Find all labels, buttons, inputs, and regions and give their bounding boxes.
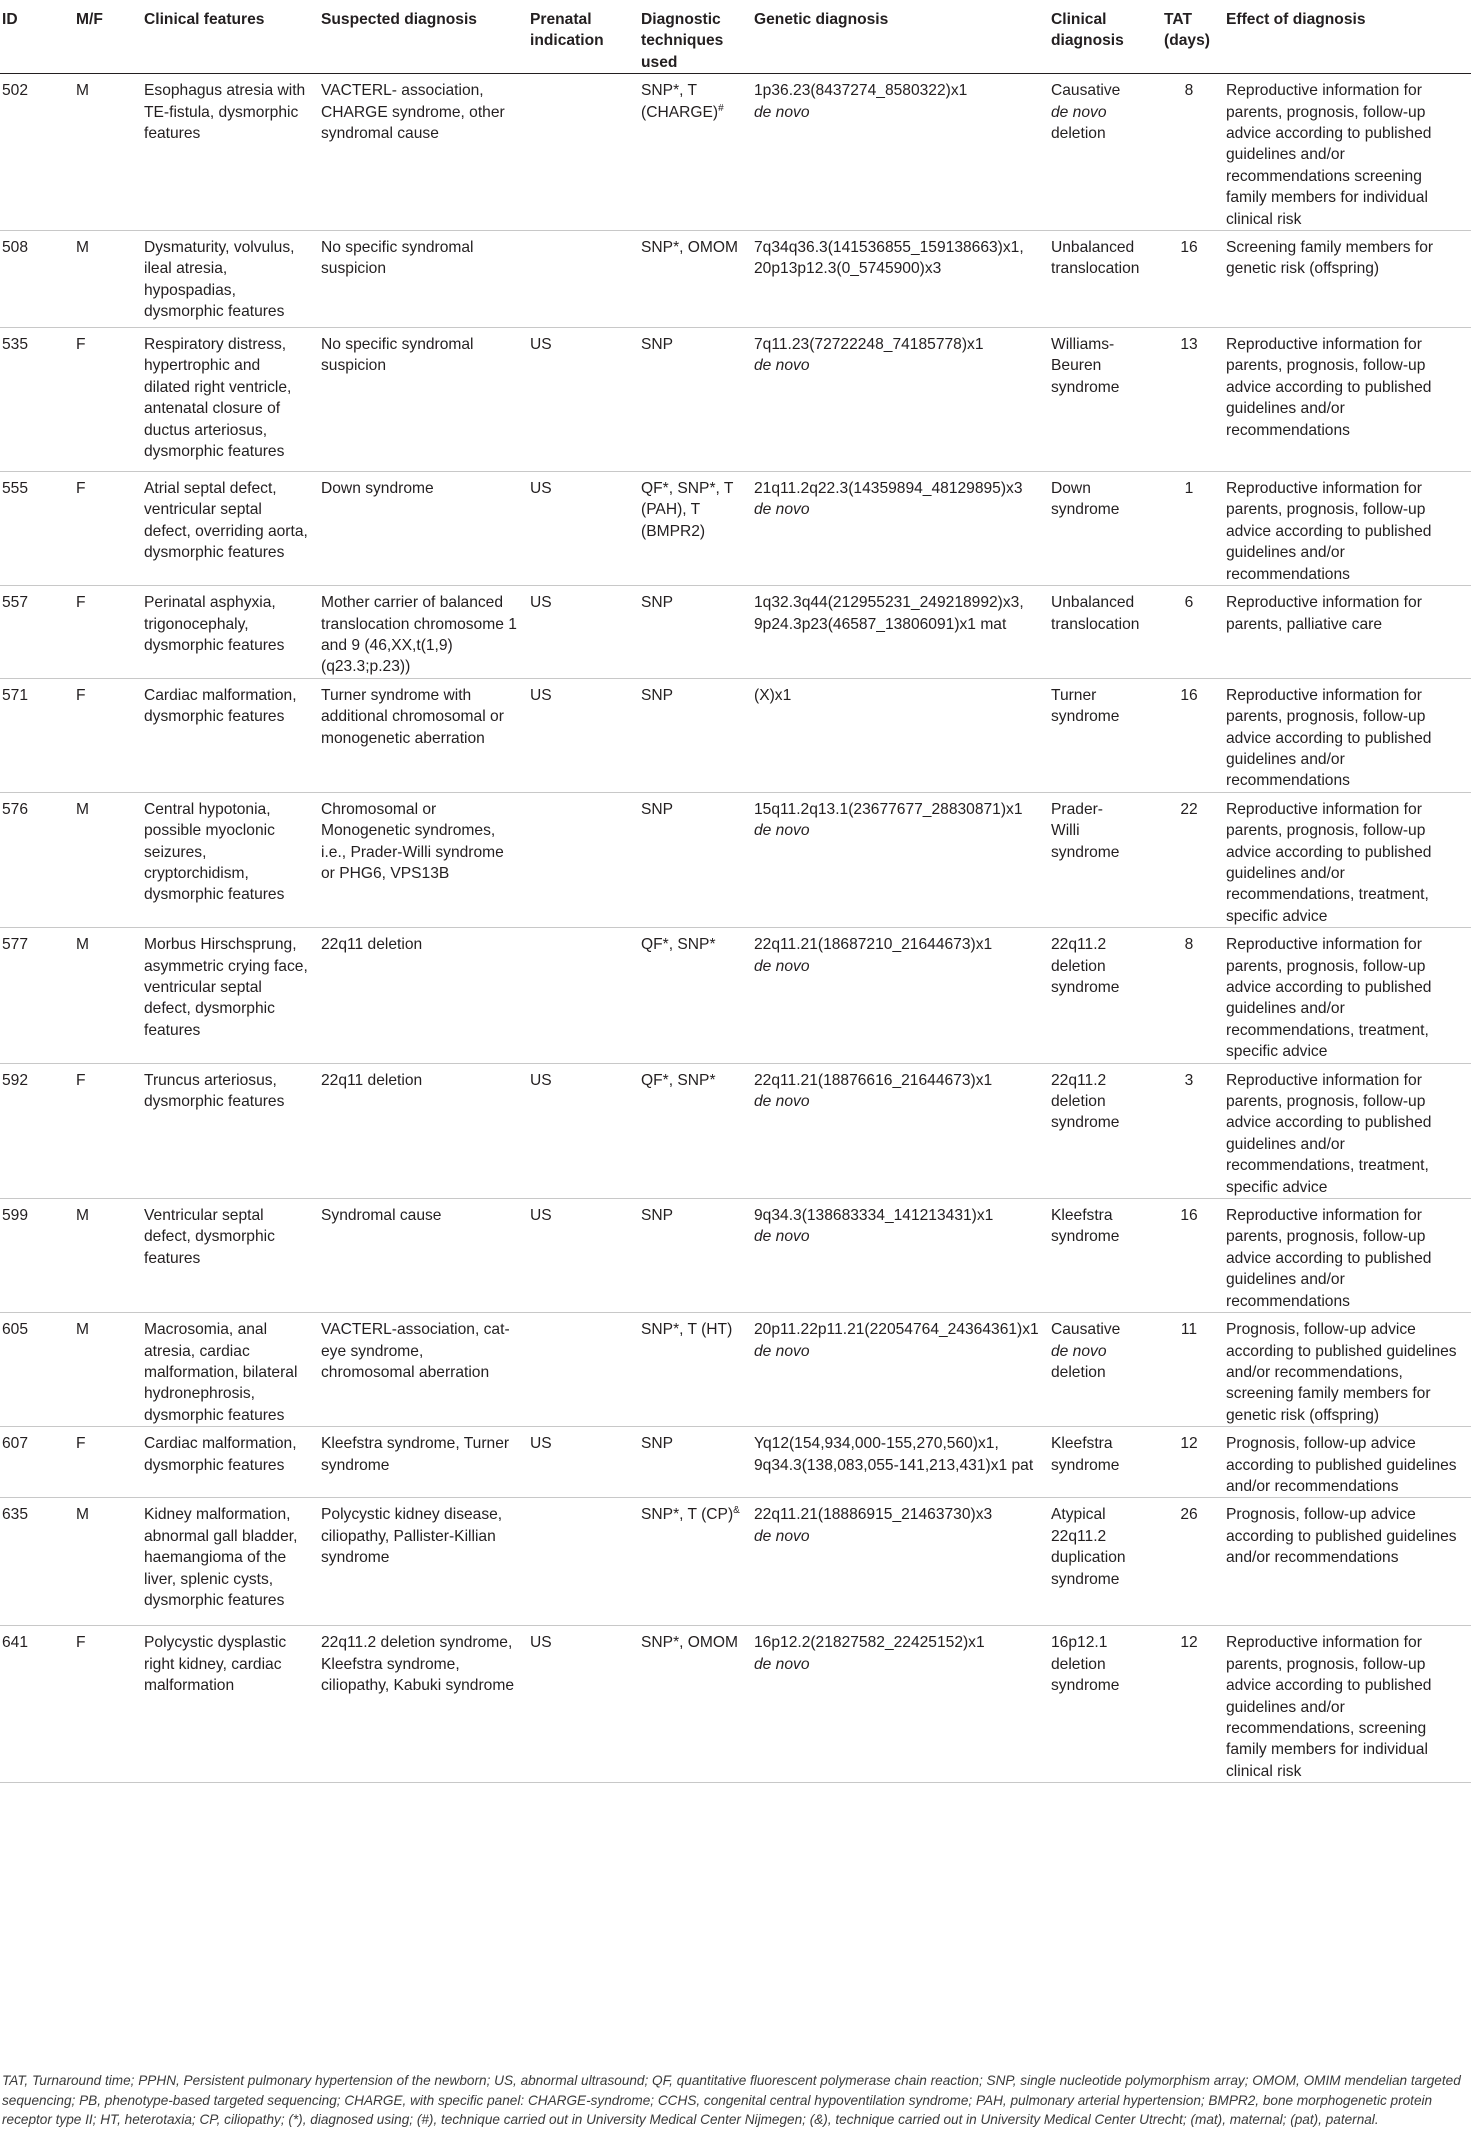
cell-sex: M bbox=[70, 928, 138, 1063]
cell-prenatal-indication: US bbox=[524, 586, 635, 679]
cell-clinical-features: Respiratory distress, hypertrophic and dilated right ventricle, antenatal closure of ductus arteriosus, dysmorphic features bbox=[138, 328, 315, 472]
cell-suspected-diagnosis: 22q11 deletion bbox=[315, 928, 524, 1063]
header-genetic-diagnosis: Genetic diagnosis bbox=[748, 0, 1045, 74]
table-row bbox=[0, 472, 1471, 586]
cell-tat: 8 bbox=[1158, 928, 1220, 1063]
cell-genetic-diagnosis bbox=[748, 231, 1045, 328]
techniques-text: SNP*, T (CHARGE) bbox=[641, 82, 719, 121]
header-sex: M/F bbox=[70, 0, 138, 74]
cell-diagnostic-techniques bbox=[635, 328, 748, 472]
cell-tat: 3 bbox=[1158, 1063, 1220, 1198]
clinical-diagnosis-line: duplication bbox=[1051, 1549, 1126, 1567]
techniques-text: QF*, SNP*, T (PAH), T (BMPR2) bbox=[641, 480, 734, 540]
cell-effect: Reproductive information for parents, prognosis, follow-up advice according to published guidelines and/or recommendations, treatment, specific advice bbox=[1220, 928, 1471, 1063]
clinical-diagnosis-line: syndrome bbox=[1051, 1677, 1120, 1695]
cell-diagnostic-techniques bbox=[635, 231, 748, 328]
cell-prenatal-indication bbox=[524, 231, 635, 328]
genetic-text: Yq12(154,934,000-155,270,560)x1, 9q34.3(138,083,055-141,213,431)x1 pat bbox=[754, 1435, 1034, 1474]
cell-effect: Screening family members for genetic risk (offspring) bbox=[1220, 231, 1471, 328]
clinical-diagnosis-line: Willi bbox=[1051, 822, 1080, 840]
cell-effect: Reproductive information for parents, prognosis, follow-up advice according to published guidelines and/or recommendations bbox=[1220, 678, 1471, 792]
cell-clinical-diagnosis bbox=[1045, 472, 1158, 586]
genetic-origin: de novo bbox=[754, 1527, 810, 1545]
genetic-origin: de novo bbox=[754, 957, 810, 975]
cell-id: 577 bbox=[0, 928, 70, 1063]
techniques-footnote-mark: # bbox=[718, 102, 724, 114]
cell-effect: Reproductive information for parents, prognosis, follow-up advice according to published guidelines and/or recommendations screening family members for individual clinical risk bbox=[1220, 74, 1471, 231]
cell-id: 635 bbox=[0, 1498, 70, 1626]
techniques-footnote-mark: & bbox=[733, 1505, 740, 1517]
cell-diagnostic-techniques bbox=[635, 928, 748, 1063]
cell-sex: F bbox=[70, 472, 138, 586]
techniques-text: SNP bbox=[641, 336, 674, 354]
cell-sex: F bbox=[70, 678, 138, 792]
cell-sex: F bbox=[70, 328, 138, 472]
cell-clinical-diagnosis bbox=[1045, 928, 1158, 1063]
cell-genetic-diagnosis bbox=[748, 1498, 1045, 1626]
cell-sex: M bbox=[70, 792, 138, 927]
cell-id: 576 bbox=[0, 792, 70, 927]
clinical-diagnosis-line: syndrome bbox=[1051, 1114, 1120, 1132]
clinical-diagnosis-line: Williams- bbox=[1051, 336, 1115, 354]
clinical-diagnosis-line: Unbalanced translocation bbox=[1051, 594, 1140, 633]
cell-suspected-diagnosis: VACTERL- association, CHARGE syndrome, other syndromal cause bbox=[315, 74, 524, 231]
techniques-text: SNP*, OMOM bbox=[641, 239, 739, 257]
cell-clinical-diagnosis bbox=[1045, 792, 1158, 927]
cell-suspected-diagnosis: Kleefstra syndrome, Turner syndrome bbox=[315, 1427, 524, 1498]
clinical-diagnosis-line: Kleefstra bbox=[1051, 1207, 1113, 1225]
techniques-text: SNP bbox=[641, 1435, 674, 1453]
techniques-text: SNP*, T (HT) bbox=[641, 1321, 733, 1339]
cell-clinical-diagnosis bbox=[1045, 678, 1158, 792]
cell-tat: 6 bbox=[1158, 586, 1220, 679]
cell-id: 641 bbox=[0, 1626, 70, 1783]
genetic-text: 22q11.21(18876616_21644673)x1 bbox=[754, 1071, 993, 1089]
cell-id: 571 bbox=[0, 678, 70, 792]
clinical-diagnosis-line: syndrome bbox=[1051, 979, 1120, 996]
cell-id: 555 bbox=[0, 472, 70, 586]
cell-genetic-diagnosis bbox=[748, 472, 1045, 586]
cell-diagnostic-techniques bbox=[635, 586, 748, 679]
cell-sex: M bbox=[70, 1498, 138, 1626]
clinical-diagnosis-line: Down bbox=[1051, 480, 1091, 498]
cell-clinical-features: Truncus arteriosus, dysmorphic features bbox=[138, 1063, 315, 1198]
table-row bbox=[0, 792, 1471, 927]
cell-genetic-diagnosis bbox=[748, 74, 1045, 231]
cell-diagnostic-techniques bbox=[635, 1199, 748, 1313]
techniques-text: SNP bbox=[641, 1207, 674, 1225]
cell-prenatal-indication: US bbox=[524, 1199, 635, 1313]
cell-diagnostic-techniques bbox=[635, 1427, 748, 1498]
cell-clinical-features: Central hypotonia, possible myoclonic seizures, cryptorchidism, dysmorphic features bbox=[138, 792, 315, 927]
clinical-diagnosis-line: 22q11.2 bbox=[1051, 936, 1107, 954]
table-row bbox=[0, 1199, 1471, 1313]
cell-clinical-features: Atrial septal defect, ventricular septal defect, overriding aorta, dysmorphic features bbox=[138, 472, 315, 586]
cell-clinical-features: Cardiac malformation, dysmorphic features bbox=[138, 1427, 315, 1498]
table-row bbox=[0, 1498, 1471, 1626]
clinical-diagnosis-line: deletion bbox=[1051, 1655, 1106, 1673]
cell-id: 592 bbox=[0, 1063, 70, 1198]
cell-sex: M bbox=[70, 74, 138, 231]
cell-diagnostic-techniques bbox=[635, 1498, 748, 1626]
cell-clinical-diagnosis bbox=[1045, 231, 1158, 328]
genetic-origin: de novo bbox=[754, 357, 810, 375]
cell-id: 535 bbox=[0, 328, 70, 472]
cell-sex: F bbox=[70, 1626, 138, 1783]
cell-clinical-diagnosis bbox=[1045, 586, 1158, 679]
cell-effect: Reproductive information for parents, prognosis, follow-up advice according to published guidelines and/or recommendations bbox=[1220, 472, 1471, 586]
cell-suspected-diagnosis: No specific syndromal suspicion bbox=[315, 231, 524, 328]
clinical-diagnosis-line: Unbalanced translocation bbox=[1051, 239, 1140, 278]
cell-tat: 26 bbox=[1158, 1498, 1220, 1626]
cell-genetic-diagnosis bbox=[748, 1199, 1045, 1313]
clinical-diagnosis-line: Beuren bbox=[1051, 357, 1102, 375]
genetic-origin: de novo bbox=[754, 1228, 810, 1246]
techniques-text: QF*, SNP* bbox=[641, 1071, 716, 1089]
cell-clinical-features: Cardiac malformation, dysmorphic features bbox=[138, 678, 315, 792]
cell-prenatal-indication: US bbox=[524, 328, 635, 472]
cell-clinical-diagnosis bbox=[1045, 1498, 1158, 1626]
clinical-diagnosis-line: syndrome bbox=[1051, 501, 1120, 519]
cell-prenatal-indication: US bbox=[524, 1427, 635, 1498]
header-suspected-diagnosis: Suspected diagnosis bbox=[315, 0, 524, 74]
genetic-text: 9q34.3(138683334_141213431)x1 bbox=[754, 1207, 994, 1225]
cell-tat: 8 bbox=[1158, 74, 1220, 231]
cell-sex: M bbox=[70, 231, 138, 328]
clinical-diagnosis-line: Atypical bbox=[1051, 1506, 1106, 1524]
genetic-origin: de novo bbox=[754, 1093, 810, 1111]
cell-id: 557 bbox=[0, 586, 70, 679]
cell-tat: 16 bbox=[1158, 678, 1220, 792]
techniques-text: SNP bbox=[641, 686, 674, 704]
cell-tat: 13 bbox=[1158, 328, 1220, 472]
cell-clinical-diagnosis bbox=[1045, 74, 1158, 231]
cell-sex: F bbox=[70, 1427, 138, 1498]
cell-clinical-features: Esophagus atresia with TE-fistula, dysmorphic features bbox=[138, 74, 315, 231]
header-diagnostic-techniques: Diagnostic techniques used bbox=[635, 0, 748, 74]
cell-tat: 12 bbox=[1158, 1427, 1220, 1498]
cell-genetic-diagnosis bbox=[748, 678, 1045, 792]
clinical-diagnosis-line: deletion bbox=[1051, 125, 1106, 143]
table-row bbox=[0, 678, 1471, 792]
header-effect: Effect of diagnosis bbox=[1220, 0, 1471, 74]
cell-suspected-diagnosis: VACTERL-association, cat-eye syndrome, chromosomal aberration bbox=[315, 1313, 524, 1427]
cell-prenatal-indication bbox=[524, 74, 635, 231]
cell-suspected-diagnosis: Polycystic kidney disease, ciliopathy, Pallister-Killian syndrome bbox=[315, 1498, 524, 1626]
clinical-diagnosis-line: syndrome bbox=[1051, 1228, 1120, 1246]
cell-clinical-diagnosis bbox=[1045, 1313, 1158, 1427]
cell-diagnostic-techniques bbox=[635, 792, 748, 927]
genetic-text: 16p12.2(21827582_22425152)x1 bbox=[754, 1634, 985, 1652]
clinical-diagnosis-line: Causative bbox=[1051, 1321, 1121, 1339]
cell-effect: Prognosis, follow-up advice according to published guidelines and/or recommendations bbox=[1220, 1498, 1471, 1626]
cell-genetic-diagnosis bbox=[748, 792, 1045, 927]
genetic-text: 22q11.21(18886915_21463730)x3 bbox=[754, 1506, 993, 1524]
cell-clinical-diagnosis bbox=[1045, 1427, 1158, 1498]
clinical-diagnosis-line: 22q11.2 bbox=[1051, 1071, 1107, 1089]
cell-genetic-diagnosis bbox=[748, 928, 1045, 1063]
clinical-diagnosis-line: de novo bbox=[1051, 103, 1107, 121]
clinical-diagnosis-line: Kleefstra bbox=[1051, 1435, 1113, 1453]
genetic-text: 7q34q36.3(141536855_159138663)x1, 20p13p12.3(0_5745900)x3 bbox=[754, 239, 1024, 278]
cell-prenatal-indication bbox=[524, 1498, 635, 1626]
header-clinical-features: Clinical features bbox=[138, 0, 315, 74]
cell-effect: Prognosis, follow-up advice according to published guidelines and/or recommendations bbox=[1220, 1427, 1471, 1498]
clinical-diagnosis-line: deletion bbox=[1051, 1093, 1106, 1111]
cell-clinical-features: Perinatal asphyxia, trigonocephaly, dysmorphic features bbox=[138, 586, 315, 679]
cell-clinical-diagnosis bbox=[1045, 1626, 1158, 1783]
clinical-diagnosis-line: deletion bbox=[1051, 957, 1106, 975]
cell-id: 607 bbox=[0, 1427, 70, 1498]
cell-genetic-diagnosis bbox=[748, 328, 1045, 472]
clinical-diagnosis-line: syndrome bbox=[1051, 1456, 1120, 1474]
table-row bbox=[0, 231, 1471, 328]
cell-tat: 11 bbox=[1158, 1313, 1220, 1427]
cell-clinical-diagnosis bbox=[1045, 1199, 1158, 1313]
cell-diagnostic-techniques bbox=[635, 1626, 748, 1783]
cell-id: 502 bbox=[0, 74, 70, 231]
cell-prenatal-indication bbox=[524, 1313, 635, 1427]
cell-prenatal-indication: US bbox=[524, 472, 635, 586]
genetic-text: 15q11.2q13.1(23677677_28830871)x1 bbox=[754, 800, 1023, 818]
cell-effect: Reproductive information for parents, prognosis, follow-up advice according to published guidelines and/or recommendations bbox=[1220, 1199, 1471, 1313]
genetic-text: 1p36.23(8437274_8580322)x1 bbox=[754, 82, 968, 100]
genetic-text: 7q11.23(72722248_74185778)x1 bbox=[754, 336, 984, 354]
cell-suspected-diagnosis: Turner syndrome with additional chromosomal or monogenetic aberration bbox=[315, 678, 524, 792]
cell-tat: 22 bbox=[1158, 792, 1220, 927]
cell-tat: 12 bbox=[1158, 1626, 1220, 1783]
cell-genetic-diagnosis bbox=[748, 1626, 1045, 1783]
table-row bbox=[0, 586, 1471, 679]
cell-genetic-diagnosis bbox=[748, 586, 1045, 679]
techniques-text: SNP*, OMOM bbox=[641, 1634, 739, 1652]
clinical-diagnosis-line: Turner bbox=[1051, 686, 1097, 704]
genetic-origin: de novo bbox=[754, 1655, 810, 1673]
cell-clinical-features: Dysmaturity, volvulus, ileal atresia, hypospadias, dysmorphic features bbox=[138, 231, 315, 328]
clinical-diagnosis-line: Prader- bbox=[1051, 800, 1103, 818]
genetic-text: 1q32.3q44(212955231_249218992)x3, 9p24.3p23(46587_13806091)x1 mat bbox=[754, 594, 1024, 633]
cell-tat: 1 bbox=[1158, 472, 1220, 586]
cell-sex: M bbox=[70, 1199, 138, 1313]
clinical-diagnosis-line: syndrome bbox=[1051, 843, 1120, 861]
table-row bbox=[0, 74, 1471, 231]
clinical-diagnosis-line: deletion bbox=[1051, 1363, 1106, 1381]
genetic-text: 22q11.21(18687210_21644673)x1 bbox=[754, 936, 993, 954]
table-row bbox=[0, 1626, 1471, 1783]
cell-prenatal-indication: US bbox=[524, 1063, 635, 1198]
genetic-origin: de novo bbox=[754, 103, 810, 121]
cell-prenatal-indication bbox=[524, 928, 635, 1063]
cell-clinical-features: Kidney malformation, abnormal gall bladder, haemangioma of the liver, splenic cysts, dysmorphic features bbox=[138, 1498, 315, 1626]
cell-effect: Reproductive information for parents, prognosis, follow-up advice according to published guidelines and/or recommendations, screening family members for individual clinical risk bbox=[1220, 1626, 1471, 1783]
header-id: ID bbox=[0, 0, 70, 74]
genetic-text: 20p11.22p11.21(22054764_24364361)x1 bbox=[754, 1321, 1039, 1339]
cell-suspected-diagnosis: Syndromal cause bbox=[315, 1199, 524, 1313]
genetic-origin: de novo bbox=[754, 1342, 810, 1360]
cell-diagnostic-techniques bbox=[635, 472, 748, 586]
cell-sex: M bbox=[70, 1313, 138, 1427]
clinical-diagnosis-line: syndrome bbox=[1051, 708, 1120, 726]
genetic-text: (X)x1 bbox=[754, 686, 792, 704]
cell-effect: Reproductive information for parents, palliative care bbox=[1220, 586, 1471, 679]
cell-suspected-diagnosis: Chromosomal or Monogenetic syndromes, i.e., Prader-Willi syndrome or PHG6, VPS13B bbox=[315, 792, 524, 927]
table-row bbox=[0, 1313, 1471, 1427]
cell-prenatal-indication: US bbox=[524, 678, 635, 792]
cell-diagnostic-techniques bbox=[635, 1313, 748, 1427]
cell-id: 605 bbox=[0, 1313, 70, 1427]
techniques-text: QF*, SNP* bbox=[641, 936, 716, 954]
cell-tat: 16 bbox=[1158, 231, 1220, 328]
cell-clinical-features: Morbus Hirschsprung, asymmetric crying face, ventricular septal defect, dysmorphic features bbox=[138, 928, 315, 1063]
header-prenatal-indication: Prenatal indication bbox=[524, 0, 635, 74]
cell-diagnostic-techniques bbox=[635, 678, 748, 792]
genetic-origin: de novo bbox=[754, 501, 810, 519]
cell-effect: Reproductive information for parents, prognosis, follow-up advice according to published guidelines and/or recommendations bbox=[1220, 328, 1471, 472]
cell-prenatal-indication bbox=[524, 792, 635, 927]
cell-clinical-features: Polycystic dysplastic right kidney, cardiac malformation bbox=[138, 1626, 315, 1783]
clinical-diagnosis-line: syndrome bbox=[1051, 378, 1120, 396]
techniques-text: SNP bbox=[641, 594, 674, 612]
cell-clinical-features: Ventricular septal defect, dysmorphic features bbox=[138, 1199, 315, 1313]
cell-tat: 16 bbox=[1158, 1199, 1220, 1313]
cell-suspected-diagnosis: 22q11.2 deletion syndrome, Kleefstra syndrome, ciliopathy, Kabuki syndrome bbox=[315, 1626, 524, 1783]
cell-genetic-diagnosis bbox=[748, 1063, 1045, 1198]
cell-clinical-diagnosis bbox=[1045, 328, 1158, 472]
genetic-text: 21q11.2q22.3(14359894_48129895)x3 bbox=[754, 480, 1023, 498]
cell-prenatal-indication: US bbox=[524, 1626, 635, 1783]
cell-suspected-diagnosis: 22q11 deletion bbox=[315, 1063, 524, 1198]
cell-id: 599 bbox=[0, 1199, 70, 1313]
cell-id: 508 bbox=[0, 231, 70, 328]
genetic-origin: de novo bbox=[754, 822, 810, 840]
cell-genetic-diagnosis bbox=[748, 1427, 1045, 1498]
table-row bbox=[0, 328, 1471, 472]
techniques-text: SNP bbox=[641, 800, 674, 818]
clinical-diagnosis-line: de novo bbox=[1051, 1342, 1107, 1360]
table-row bbox=[0, 1427, 1471, 1498]
cell-suspected-diagnosis: No specific syndromal suspicion bbox=[315, 328, 524, 472]
table-row bbox=[0, 928, 1471, 1063]
cell-diagnostic-techniques bbox=[635, 1063, 748, 1198]
techniques-text: SNP*, T (CP) bbox=[641, 1506, 734, 1524]
header-row bbox=[0, 0, 1471, 74]
cell-diagnostic-techniques bbox=[635, 74, 748, 231]
cell-effect: Reproductive information for parents, prognosis, follow-up advice according to published guidelines and/or recommendations, treatment, specific advice bbox=[1220, 792, 1471, 927]
clinical-diagnosis-line: syndrome bbox=[1051, 1570, 1120, 1588]
cell-suspected-diagnosis: Mother carrier of balanced translocation chromosome 1 and 9 (46,XX,t(1,9)(q23.3;p.23)) bbox=[315, 586, 524, 679]
cell-genetic-diagnosis bbox=[748, 1313, 1045, 1427]
cell-clinical-diagnosis bbox=[1045, 1063, 1158, 1198]
table-row bbox=[0, 1063, 1471, 1198]
clinical-diagnosis-line: 16p12.1 bbox=[1051, 1634, 1108, 1652]
header-tat: TAT (days) bbox=[1158, 0, 1220, 74]
cell-sex: F bbox=[70, 1063, 138, 1198]
cell-clinical-features: Macrosomia, anal atresia, cardiac malformation, bilateral hydronephrosis, dysmorphic features bbox=[138, 1313, 315, 1427]
header-clinical-diagnosis: Clinical diagnosis bbox=[1045, 0, 1158, 74]
clinical-diagnosis-line: Causative bbox=[1051, 82, 1121, 100]
clinical-diagnosis-line: 22q11.2 bbox=[1051, 1527, 1107, 1545]
table-footnote: TAT, Turnaround time; PPHN, Persistent pulmonary hypertension of the newborn; US, abnormal ultrasound; QF, quantitative fluorescent polymerase chain reaction; SNP, single nucleotide polymorphism array; OMOM, OMIM mendelian targeted sequencing; PB, phenotype-based targeted sequencing; CHARGE, with specific panel: CHARGE-syndrome; CCHS, congenital central hypoventilation syndrome; PAH, pulmonary arterial hypertension; BMPR2, bone morphogenetic protein receptor type II; HT, heterotaxia; CP, ciliopathy; (*), diagnosed using; (#), technique carried out in University Medical Center Nijmegen; (&), technique carried out in University Medical Center Utrecht; (mat), maternal; (pat), paternal. bbox=[2, 2073, 1461, 2127]
cell-suspected-diagnosis: Down syndrome bbox=[315, 472, 524, 586]
cell-effect: Prognosis, follow-up advice according to published guidelines and/or recommendations, screening family members for genetic risk (offspring) bbox=[1220, 1313, 1471, 1427]
cell-effect: Reproductive information for parents, prognosis, follow-up advice according to published guidelines and/or recommendations, treatment, specific advice bbox=[1220, 1063, 1471, 1198]
cell-sex: F bbox=[70, 586, 138, 679]
